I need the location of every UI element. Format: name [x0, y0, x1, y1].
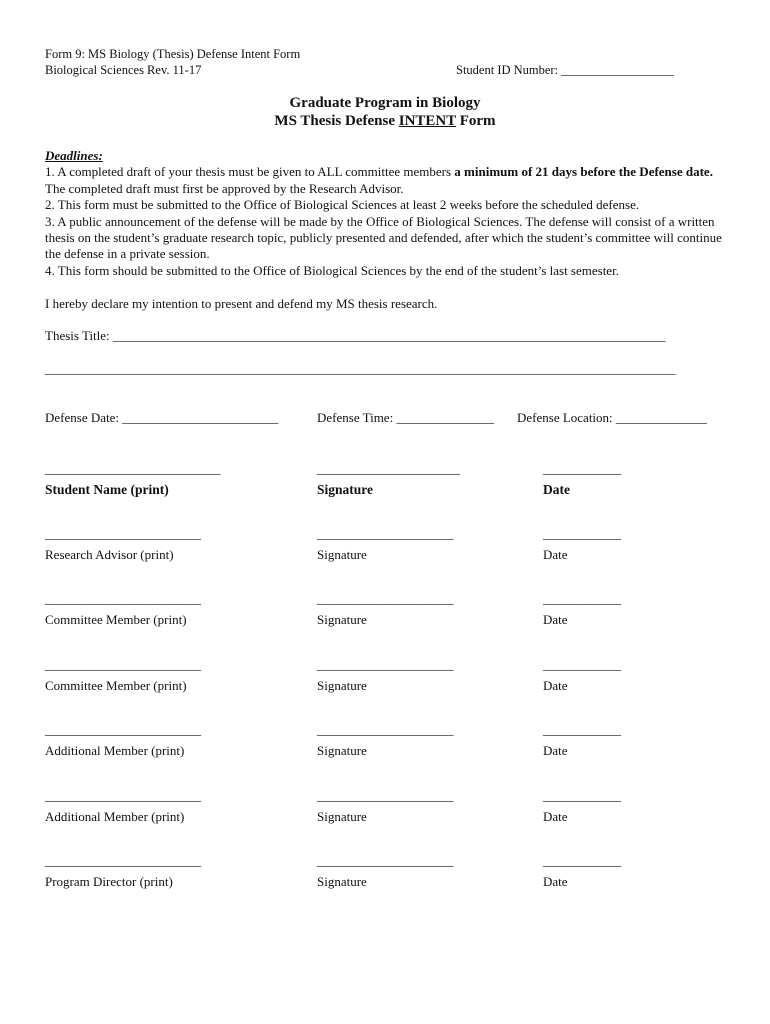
deadline-item-1-text: 1. A completed draft of your thesis must be given to ALL committee members [45, 164, 455, 180]
signature-label: Signature [317, 612, 367, 627]
signature-blank[interactable]: _____________________ [317, 657, 454, 672]
defense-location-field[interactable] [517, 410, 707, 426]
form-title-prefix: MS Thesis Defense [274, 113, 399, 129]
date-label: Date [543, 482, 570, 497]
date-label: Date [543, 678, 568, 693]
student-id-blank[interactable]: __________________ [561, 63, 674, 77]
date-label: Date [543, 547, 568, 562]
signature-blank[interactable]: _____________________ [317, 526, 454, 541]
deadline-item-3: 3. A public announcement of the defense will be made by the Office of Biological Sciences. The defense will consist of a written thesis on the student’s graduate research topic, publicly presented and defended, after which the student’s committee will continue the defense in a private session. [45, 213, 722, 262]
signature-blank[interactable]: _____________________ [317, 591, 454, 606]
signer-role-label: Research Advisor (print) [45, 547, 174, 562]
name-print-blank[interactable]: ________________________ [45, 853, 201, 868]
form-title-suffix: Form [455, 113, 496, 129]
page-title: Graduate Program in Biology [289, 95, 481, 111]
declaration-text: I hereby declare my intention to present and defend my MS thesis research. [45, 296, 438, 311]
signature-blank[interactable]: _____________________ [317, 788, 454, 803]
form-name: Form 9: MS Biology (Thesis) Defense Intent Form [45, 47, 301, 61]
deadline-item-1-rest: The completed draft must first be approved by the Research Advisor. [45, 180, 404, 196]
date-label: Date [543, 874, 568, 889]
date-label: Date [543, 743, 568, 758]
signature-blank[interactable]: _____________________ [317, 853, 454, 868]
signature-blank[interactable]: ______________________ [317, 461, 460, 476]
signer-role-label: Additional Member (print) [45, 809, 185, 824]
signature-label: Signature [317, 874, 367, 889]
thesis-title-label: Thesis Title: [45, 328, 110, 343]
date-label: Date [543, 612, 568, 627]
date-label: Date [543, 809, 568, 824]
signer-role-label: Additional Member (print) [45, 743, 185, 758]
defense-time-label: Defense Time: [317, 410, 394, 425]
defense-date-blank[interactable]: ________________________ [122, 410, 279, 425]
thesis-title-blank-1[interactable]: _____________________________________________________________________________________ [112, 328, 666, 343]
signature-label: Signature [317, 547, 367, 562]
student-id-field[interactable] [456, 62, 674, 78]
thesis-title-blank-2[interactable]: _________________________________________________________________________________________________ [45, 361, 676, 376]
defense-time-blank[interactable]: _______________ [396, 410, 494, 425]
deadlines-heading: Deadlines: [45, 148, 103, 163]
defense-time-field[interactable] [317, 410, 494, 426]
name-print-blank[interactable]: ________________________ [45, 788, 201, 803]
name-print-blank[interactable]: ________________________ [45, 657, 201, 672]
date-blank[interactable]: ____________ [543, 526, 621, 541]
date-blank[interactable]: ____________ [543, 591, 621, 606]
signature-label: Signature [317, 809, 367, 824]
date-blank[interactable]: ____________ [543, 853, 621, 868]
name-print-blank[interactable]: ___________________________ [45, 461, 221, 476]
date-blank[interactable]: ____________ [543, 788, 621, 803]
defense-date-label: Defense Date: [45, 410, 119, 425]
form-title [0, 113, 770, 130]
signature-label: Signature [317, 743, 367, 758]
deadline-item-2: 2. This form must be submitted to the Office of Biological Sciences at least 2 weeks before the scheduled defense. [45, 197, 640, 213]
deadlines-section [45, 148, 735, 279]
name-print-blank[interactable]: ________________________ [45, 722, 201, 737]
name-print-blank[interactable]: ________________________ [45, 526, 201, 541]
student-id-label: Student ID Number: [456, 63, 559, 77]
deadline-item-1-bold: a minimum of 21 days before the Defense date. [454, 164, 713, 180]
date-blank[interactable]: ____________ [543, 461, 621, 476]
defense-location-label: Defense Location: [517, 410, 613, 425]
signature-label: Signature [317, 482, 374, 497]
date-blank[interactable]: ____________ [543, 657, 621, 672]
defense-location-blank[interactable]: ______________ [615, 410, 707, 425]
signature-blank[interactable]: _____________________ [317, 722, 454, 737]
form-revision: Biological Sciences Rev. 11-17 [45, 63, 202, 77]
form-title-emphasis: INTENT [398, 113, 456, 129]
signer-role-label: Program Director (print) [45, 874, 173, 889]
deadline-item-1 [45, 164, 735, 197]
deadline-item-4: 4. This form should be submitted to the Office of Biological Sciences by the end of the student’s last semester. [45, 262, 619, 278]
signature-label: Signature [317, 678, 367, 693]
date-blank[interactable]: ____________ [543, 722, 621, 737]
signer-role-label: Committee Member (print) [45, 612, 187, 627]
name-print-blank[interactable]: ________________________ [45, 591, 201, 606]
signer-role-label: Committee Member (print) [45, 678, 187, 693]
thesis-title-field[interactable] [45, 328, 665, 344]
signer-role-label: Student Name (print) [45, 482, 169, 497]
defense-date-field[interactable] [45, 410, 278, 426]
